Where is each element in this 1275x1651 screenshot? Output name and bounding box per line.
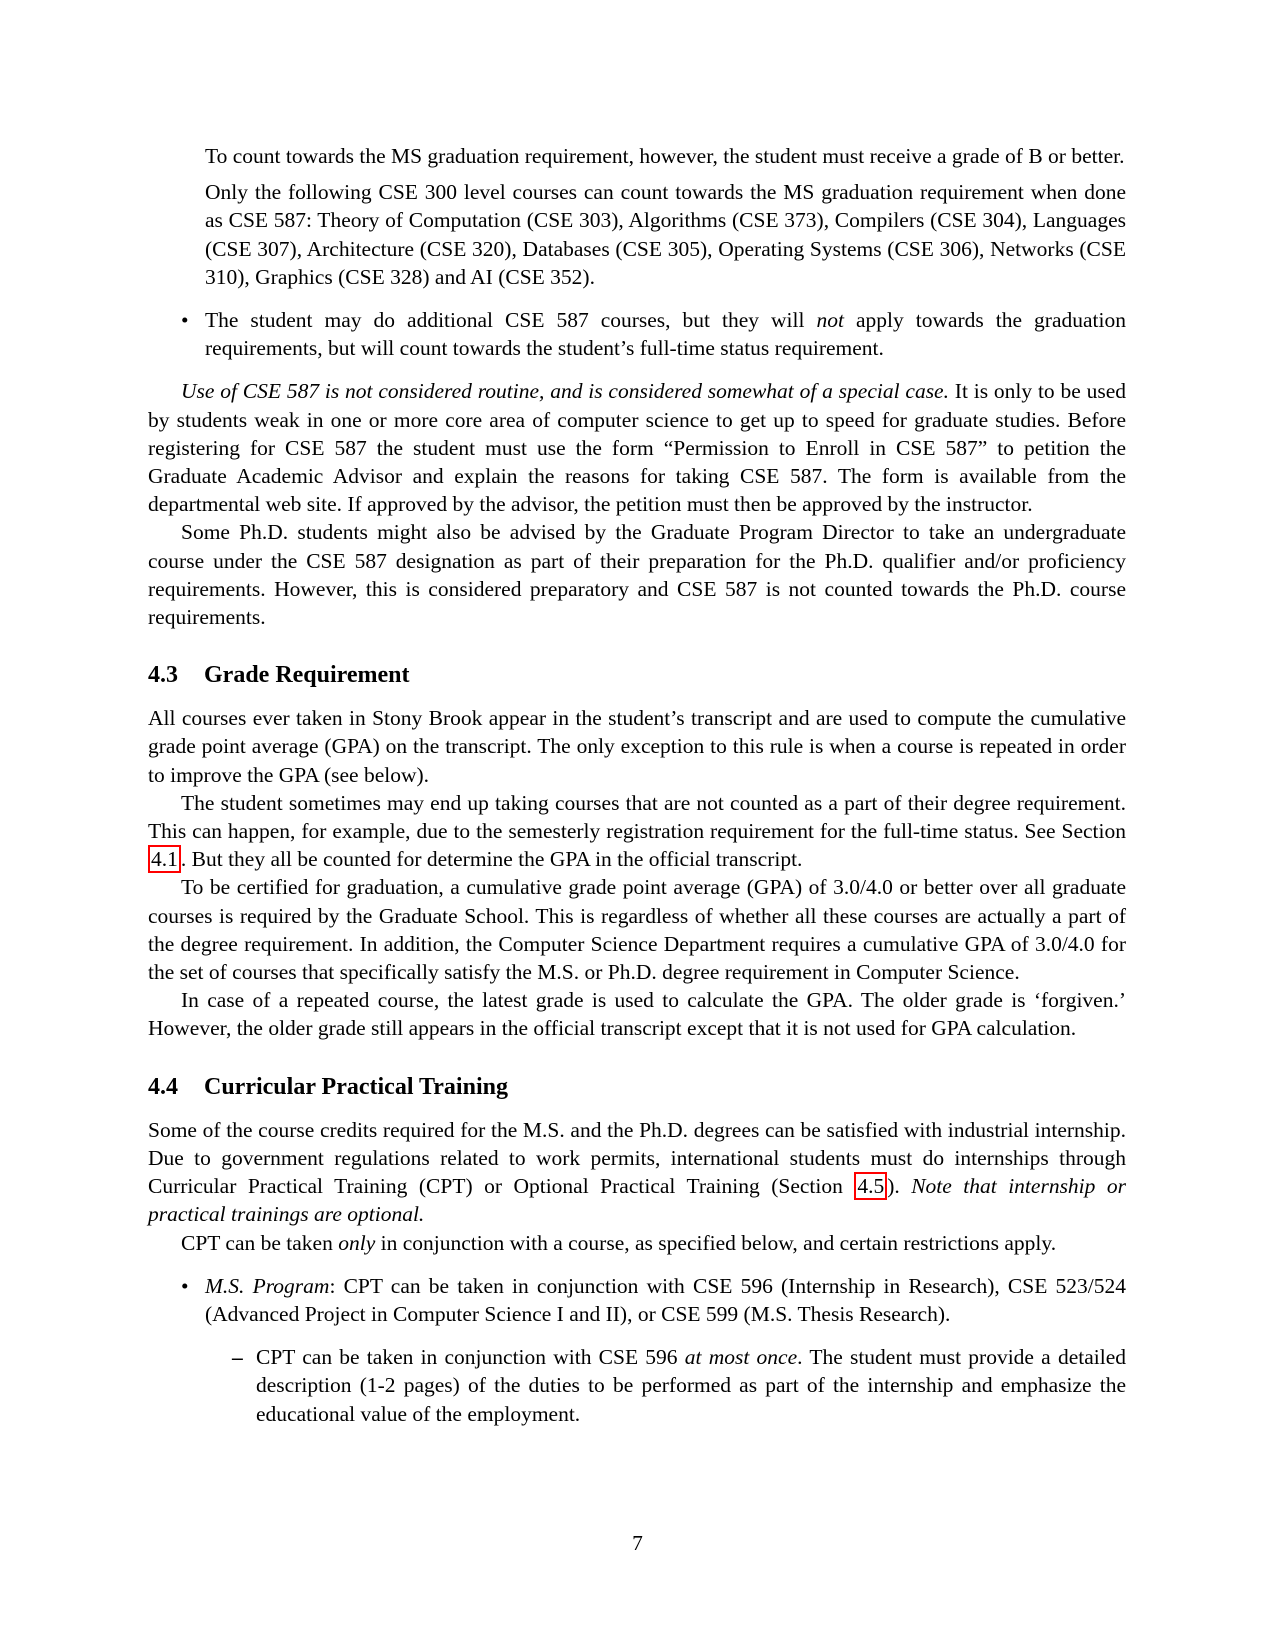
paragraph-grade-b: To count towards the MS graduation requirement, however, the student must receive a grade of B or better.	[205, 144, 1125, 168]
paragraph-repeated-course: In case of a repeated course, the latest grade is used to calculate the GPA. The older grade is ‘forgiven.’ However, the older grade still appears in the official transcript except that it is not used for GPA calculation.	[148, 988, 1126, 1041]
paragraph-cse300-courses: Only the following CSE 300 level courses can count towards the MS graduation requirement when done as CSE 587: Theory of Computation (CSE 303), Algorithms (CSE 373), Compilers (CSE 304), Languages (CSE 307), Architecture (CSE 320), Databases (CSE 305), Operating Systems (CSE 306), Networks (CSE 310), Graphics (CSE 328) and AI (CSE 352).	[205, 180, 1126, 289]
list-item: • M.S. Program: CPT can be taken in conjunction with CSE 596 (Internship in Research), CSE 523/524 (Advanced Project in Computer Science I and II), or CSE 599 (M.S. Thesis Research).	[181, 1273, 1126, 1326]
list-item: – CPT can be taken in conjunction with CSE 596 at most once. The student must provide a detailed description (1-2 pages) of the duties to be performed as part of the internship and emphasize the educational value of the employment.	[232, 1345, 1126, 1426]
dash-icon: –	[232, 1345, 243, 1370]
paragraph-special-case: Use of CSE 587 is not considered routine, and is considered somewhat of a special case. It is only to be used by students weak in one or more core area of computer science to get up to speed for graduate studies. Before registering for CSE 587 the student must use the form “Permission to Enroll in CSE 587” to petition the Graduate Academic Advisor and explain the reasons for taking CSE 587. The form is available from the departmental web site. If approved by the advisor, the petition must then be approved by the instructor.	[148, 379, 1126, 517]
page-number: 7	[632, 1531, 643, 1555]
paragraph-not-counted: The student sometimes may end up taking courses that are not counted as a part of their degree requirement. This can happen, for example, due to the semesterly registration requirement for the full-time status. See Section 4.1 . But they all be counted for determine the GPA in the official transcript.	[148, 790, 1126, 872]
paragraph-transcript: All courses ever taken in Stony Brook appear in the student’s transcript and are used to compute the cumulative grade point average (GPA) on the transcript. The only exception to this rule is when a course is repeated in order to improve the GPA (see below).	[148, 706, 1126, 787]
paragraph-cpt-only: CPT can be taken only in conjunction with a course, as specified below, and certain restrictions apply.	[181, 1230, 1057, 1255]
bullet-list-cpt	[148, 1272, 1126, 1428]
document-page	[148, 142, 1126, 1428]
bullet-list-cse587	[148, 306, 1126, 362]
section-heading-4-4: 4.4 Curricular Practical Training	[148, 1073, 508, 1100]
section-link-4-1[interactable]: 4.1	[148, 845, 181, 873]
section-heading-4-3: 4.3 Grade Requirement	[148, 662, 410, 689]
paragraph-gpa-certification: To be certified for graduation, a cumulative grade point average (GPA) of 3.0/4.0 or better over all graduate courses is required by the Graduate School. This is regardless of whether all these courses are actually a part of the degree requirement. In addition, the Computer Science Department requires a cumulative GPA of 3.0/4.0 for the set of courses that specifically satisfy the M.S. or Ph.D. degree requirement in Computer Science.	[148, 875, 1126, 985]
bullet-icon: •	[181, 308, 189, 333]
bullet-icon: •	[181, 1273, 189, 1298]
paragraph-phd-students: Some Ph.D. students might also be advised by the Graduate Program Director to take an undergraduate course under the CSE 587 designation as part of their preparation for the Ph.D. qualifier and/or proficiency requirements. However, this is considered preparatory and CSE 587 is not counted towards the Ph.D. course requirements.	[148, 520, 1126, 630]
list-item: • The student may do additional CSE 587 courses, but they will not apply towards the graduation requirements, but will count towards the student’s full-time status requirement.	[181, 308, 1127, 361]
paragraph-internship: Some of the course credits required for the M.S. and the Ph.D. degrees can be satisfied with industrial internship. Due to government regulations related to work permits, international students must do internships through Curricular Practical Training (CPT) or Optional Practical Training (Section 4.5 ). Note that internship or practical trainings are optional.	[148, 1117, 1126, 1227]
section-link-4-5[interactable]: 4.5	[854, 1172, 887, 1200]
